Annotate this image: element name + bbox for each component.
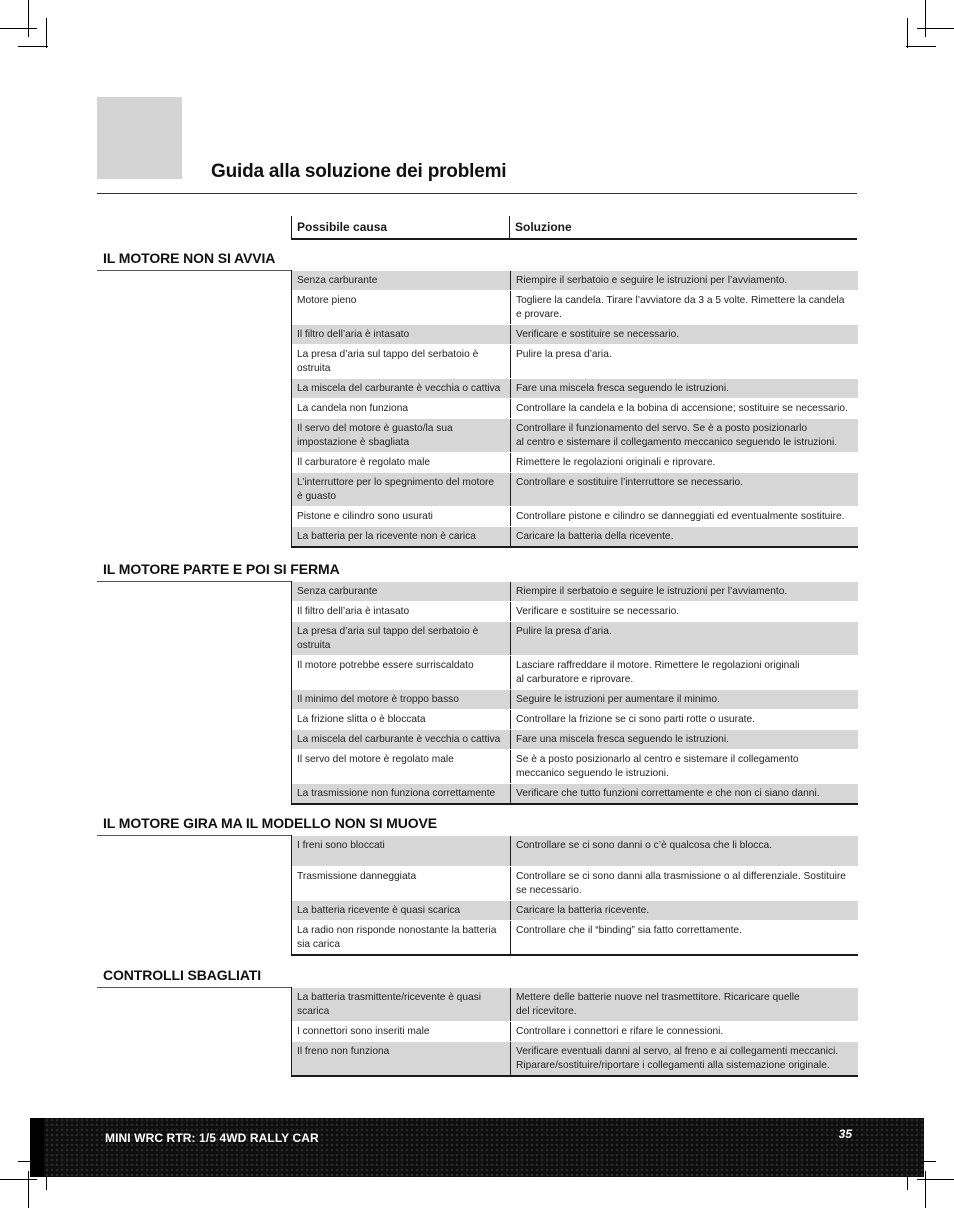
cell-line: Se è a posto posizionarlo al centro e sistemare il collegamento [516, 754, 799, 765]
troubleshooting-table [291, 987, 858, 1077]
solution-cell [510, 730, 858, 749]
cell-line: Il minimo del motore è troppo basso [297, 694, 459, 705]
cell-line: Il carburatore è regolato male [297, 457, 431, 468]
cell-line: Pistone e cilindro sono usurati [297, 511, 433, 522]
solution-cell [510, 921, 858, 954]
cell-line: Controllare i connettori e rifare le connessioni. [516, 1026, 724, 1037]
footer-bar [30, 1118, 924, 1177]
cause-cell [292, 710, 510, 729]
cell-line: La miscela del carburante è vecchia o cattiva [297, 734, 501, 745]
solution-cell [510, 473, 858, 506]
cell-line: La miscela del carburante è vecchia o cattiva [297, 383, 501, 394]
solution-cell [510, 784, 858, 803]
solution-cell [510, 656, 858, 689]
cell-line: Verificare eventuali danni al servo, al freno e ai collegamenti meccanici. [516, 1046, 839, 1057]
table-row [292, 290, 858, 324]
cell-line: Fare una miscela fresca seguendo le istruzioni. [516, 734, 729, 745]
cell-line: La candela non funziona [297, 403, 409, 414]
solution-cell [510, 1022, 858, 1041]
cell-line: Controllare la frizione se ci sono parti rotte o usurate. [516, 714, 755, 725]
column-header [291, 216, 857, 240]
cell-line: Caricare la batteria della ricevente. [516, 531, 674, 542]
table-row [292, 920, 858, 954]
solution-cell [510, 453, 858, 472]
crop-mark [925, 0, 926, 37]
table-row [292, 506, 858, 526]
cell-line: I freni sono bloccati [297, 840, 385, 851]
section-title: CONTROLLI SBAGLIATI [103, 967, 262, 983]
cell-line: Il servo del motore è regolato male [297, 754, 454, 765]
table-row [292, 472, 858, 506]
cell-line: ostruita [297, 363, 331, 374]
cell-line: Pulire la presa d’aria. [516, 626, 612, 637]
solution-cell [510, 325, 858, 344]
table-row [292, 1041, 858, 1075]
table-row [292, 378, 858, 398]
table-row [292, 866, 858, 900]
crop-mark [917, 1179, 954, 1180]
page-title: Guida alla soluzione dei problemi [211, 161, 507, 182]
cell-line: meccanico seguendo le istruzioni. [516, 768, 669, 779]
cell-line: Senza carburante [297, 586, 378, 597]
table-row [292, 835, 858, 866]
cause-cell [292, 921, 510, 954]
table-row [292, 729, 858, 749]
cell-line: Riparare/sostituire/riportare i collegamenti alla sistemazione originale. [516, 1060, 830, 1071]
cell-line: Verificare e sostituire se necessario. [516, 329, 680, 340]
column-header-cause: Possibile causa [291, 216, 509, 238]
solution-cell [510, 750, 858, 783]
footer-product-title: MINI WRC RTR: 1/5 4WD RALLY CAR [105, 1131, 319, 1145]
cause-cell [292, 602, 510, 621]
cell-line: La presa d’aria sul tappo del serbatoio è [297, 626, 479, 637]
cell-line: Seguire le istruzioni per aumentare il minimo. [516, 694, 720, 705]
solution-cell [510, 399, 858, 418]
cause-cell [292, 527, 510, 546]
table-row [292, 526, 858, 546]
column-header-solution: Soluzione [509, 216, 857, 238]
cause-cell [292, 473, 510, 506]
cell-line: Rimettere le regolazioni originali e riprovare. [516, 457, 716, 468]
table-row [292, 621, 858, 655]
cause-cell [292, 690, 510, 709]
cell-line: Fare una miscela fresca seguendo le istruzioni. [516, 383, 729, 394]
cause-cell [292, 345, 510, 378]
crop-mark [18, 46, 48, 47]
solution-cell [510, 622, 858, 655]
cause-cell [292, 622, 510, 655]
cause-cell [292, 325, 510, 344]
cell-line: Riempire il serbatoio e seguire le istruzioni per l’avviamento. [516, 275, 788, 286]
table-row [292, 418, 858, 452]
solution-cell [510, 988, 858, 1021]
table-row [292, 1021, 858, 1041]
cell-line: Controllare se ci sono danni alla trasmissione o al differenziale. Sostituire [516, 871, 846, 882]
crop-mark [925, 1171, 926, 1208]
cell-line: al carburatore e riprovare. [516, 674, 634, 685]
crop-mark [906, 46, 936, 47]
cell-line: al centro e sistemare il collegamento meccanico seguendo le istruzioni. [516, 437, 838, 448]
title-rule [97, 193, 857, 194]
cell-line: Il filtro dell’aria è intasato [297, 329, 410, 340]
crop-mark [917, 28, 954, 29]
solution-cell [510, 291, 858, 324]
section-title: IL MOTORE NON SI AVVIA [103, 250, 276, 266]
table-row [292, 655, 858, 689]
cause-cell [292, 901, 510, 920]
cause-cell [292, 750, 510, 783]
section-title: IL MOTORE PARTE E POI SI FERMA [103, 561, 340, 577]
cell-line: Senza carburante [297, 275, 378, 286]
cell-line: La trasmissione non funziona correttamente [297, 788, 496, 799]
table-row [292, 987, 858, 1021]
cell-line: è guasto [297, 491, 337, 502]
cell-line: La batteria ricevente è quasi scarica [297, 905, 461, 916]
table-row [292, 344, 858, 378]
solution-cell [510, 901, 858, 920]
cell-line: impostazione è sbagliata [297, 437, 410, 448]
cell-line: Il servo del motore è guasto/la sua [297, 423, 453, 434]
cause-cell [292, 291, 510, 324]
table-row [292, 601, 858, 621]
solution-cell [510, 419, 858, 452]
crop-mark [0, 28, 37, 29]
footer-stripe [30, 1118, 44, 1177]
cause-cell [292, 730, 510, 749]
cell-line: Lasciare raffreddare il motore. Rimettere le regolazioni originali [516, 660, 800, 671]
header-gray-block [97, 97, 182, 179]
cause-cell [292, 784, 510, 803]
cell-line: Mettere delle batterie nuove nel trasmettitore. Ricaricare quelle [516, 992, 800, 1003]
crop-mark [28, 1171, 29, 1208]
solution-cell [510, 710, 858, 729]
cell-line: La radio non risponde nonostante la batteria [297, 925, 497, 936]
table-row [292, 709, 858, 729]
cause-cell [292, 988, 510, 1021]
troubleshooting-table [291, 270, 858, 548]
cell-line: Controllare la candela e la bobina di accensione; sostituire se necessario. [516, 403, 848, 414]
table-row [292, 783, 858, 803]
cause-cell [292, 1042, 510, 1075]
cause-cell [292, 836, 510, 866]
cause-cell [292, 1022, 510, 1041]
table-row [292, 689, 858, 709]
cell-line: scarica [297, 1006, 330, 1017]
cell-line: La batteria trasmittente/ricevente è quasi [297, 992, 482, 1003]
solution-cell [510, 602, 858, 621]
cell-line: Caricare la batteria ricevente. [516, 905, 650, 916]
cell-line: La batteria per la ricevente non è carica [297, 531, 476, 542]
solution-cell [510, 867, 858, 900]
cell-line: e provare. [516, 309, 562, 320]
cell-line: Controllare che il “binding” sia fatto correttamente. [516, 925, 742, 936]
troubleshooting-table [291, 581, 858, 805]
cell-line: Verificare e sostituire se necessario. [516, 606, 680, 617]
cell-line: Controllare se ci sono danni o c’è qualcosa che li blocca. [516, 840, 772, 851]
cell-line: ostruita [297, 640, 331, 651]
table-row [292, 452, 858, 472]
table-row [292, 581, 858, 601]
troubleshooting-table [291, 835, 858, 956]
cell-line: Controllare il funzionamento del servo. Se è a posto posizionarlo [516, 423, 808, 434]
cell-line: La frizione slitta o è bloccata [297, 714, 426, 725]
solution-cell [510, 836, 858, 866]
solution-cell [510, 582, 858, 601]
cause-cell [292, 867, 510, 900]
table-row [292, 270, 858, 290]
cause-cell [292, 507, 510, 526]
cause-cell [292, 271, 510, 290]
section-title: IL MOTORE GIRA MA IL MODELLO NON SI MUOVE [103, 815, 437, 831]
cell-line: Verificare che tutto funzioni correttamente e che non ci siano danni. [516, 788, 820, 799]
cell-line: Il motore potrebbe essere surriscaldato [297, 660, 474, 671]
cause-cell [292, 656, 510, 689]
cell-line: Il filtro dell’aria è intasato [297, 606, 410, 617]
table-row [292, 749, 858, 783]
cell-line: Trasmissione danneggiata [297, 871, 417, 882]
solution-cell [510, 527, 858, 546]
crop-mark [0, 1179, 37, 1180]
cause-cell [292, 582, 510, 601]
solution-cell [510, 379, 858, 398]
cell-line: Il freno non funziona [297, 1046, 390, 1057]
solution-cell [510, 507, 858, 526]
cell-line: La presa d’aria sul tappo del serbatoio è [297, 349, 479, 360]
cell-line: Togliere la candela. Tirare l’avviatore da 3 a 5 volte. Rimettere la candela [516, 295, 845, 306]
cell-line: Pulire la presa d’aria. [516, 349, 612, 360]
cause-cell [292, 453, 510, 472]
cell-line: del ricevitore. [516, 1006, 577, 1017]
cell-line: Motore pieno [297, 295, 357, 306]
cell-line: se necessario. [516, 885, 582, 896]
cause-cell [292, 399, 510, 418]
table-row [292, 398, 858, 418]
crop-mark [907, 18, 908, 48]
cell-line: I connettori sono inseriti male [297, 1026, 430, 1037]
cell-line: Controllare e sostituire l’interruttore se necessario. [516, 477, 744, 488]
table-row [292, 324, 858, 344]
crop-mark [46, 18, 47, 48]
page-number: 35 [838, 1127, 852, 1141]
cause-cell [292, 419, 510, 452]
cell-line: Controllare pistone e cilindro se danneggiati ed eventualmente sostituire. [516, 511, 845, 522]
solution-cell [510, 1042, 858, 1075]
cell-line: Riempire il serbatoio e seguire le istruzioni per l’avviamento. [516, 586, 788, 597]
solution-cell [510, 271, 858, 290]
solution-cell [510, 690, 858, 709]
table-row [292, 900, 858, 920]
solution-cell [510, 345, 858, 378]
cell-line: sia carica [297, 939, 341, 950]
cell-line: L’interruttore per lo spegnimento del motore [297, 477, 495, 488]
crop-mark [28, 0, 29, 37]
cause-cell [292, 379, 510, 398]
